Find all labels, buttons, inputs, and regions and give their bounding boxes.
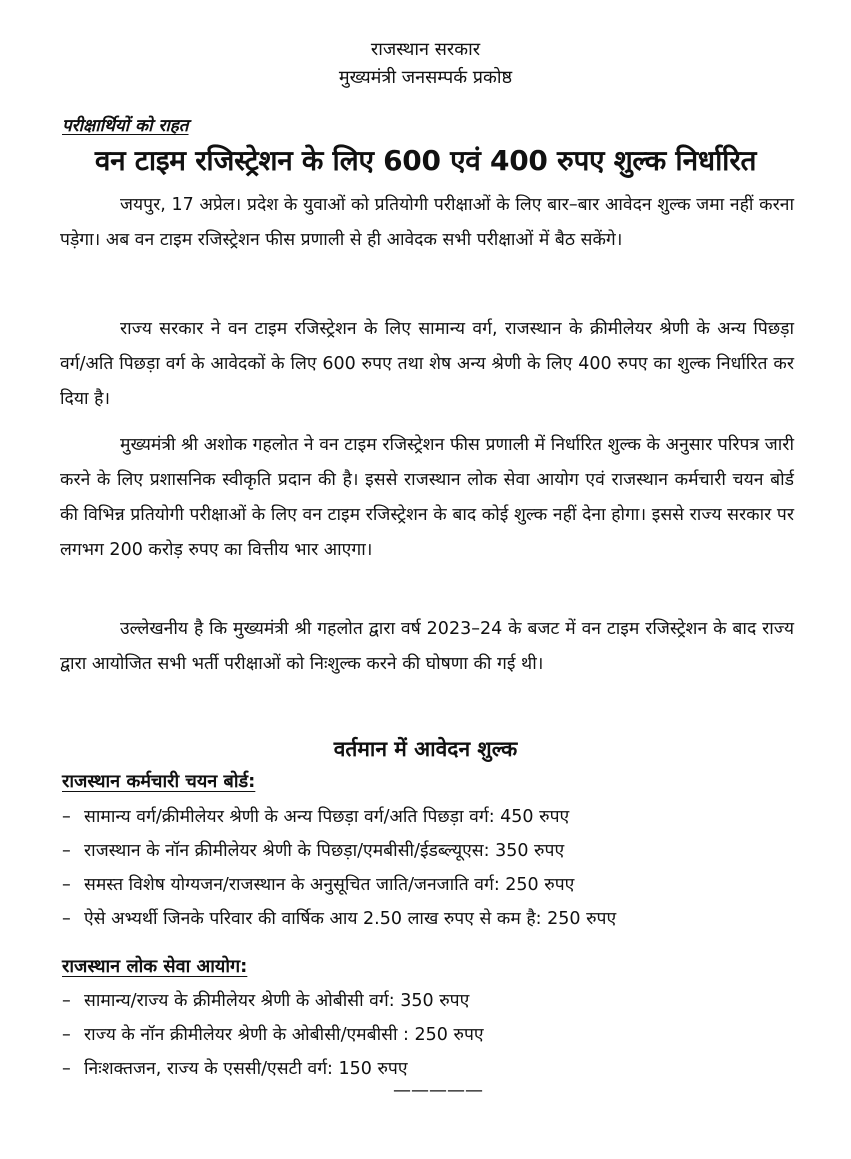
fee-item	[62, 902, 822, 936]
govt-name: राजस्थान सरकार	[370, 39, 481, 60]
fee-text: सामान्य/राज्य के क्रीमीलेयर श्रेणी के ओबीसी वर्ग: 350 रुपए	[84, 991, 470, 1011]
paragraph-4: उल्लेखनीय है कि मुख्यमंत्री श्री गहलोत द्वारा वर्ष 2023–24 के बजट में वन टाइम रजिस्ट्रेशन के बाद राज्य द्वारा आयोजित सभी भर्ती परीक्षाओं को निःशुल्क करने की घोषणा की गई थी।	[60, 619, 794, 674]
fee-text: निःशक्तजन, राज्य के एससी/एसटी वर्ग: 150 रुपए	[84, 1059, 408, 1079]
fees-section-title: वर्तमान में आवेदन शुल्क	[333, 737, 518, 761]
dash-bullet: –	[62, 909, 71, 929]
dash-bullet: –	[62, 841, 71, 861]
paragraph-3: मुख्यमंत्री श्री अशोक गहलोत ने वन टाइम रजिस्ट्रेशन फीस प्रणाली में निर्धारित शुल्क के अनुसार परिपत्र जारी करने के लिए प्रशासनिक स्वीकृति प्रदान की है। इससे राजस्थान लोक सेवा आयोग एवं राजस्थान कर्मचारी चयन बोर्ड की विभिन्न प्रतियोगी परीक्षाओं के लिए वन टाइम रजिस्ट्रेशन के बाद कोई शुल्क नहीं देना होगा। इससे राज्य सरकार पर लगभग 200 करोड़ रुपए का वित्तीय भार आएगा।	[60, 435, 794, 560]
paragraph-1: जयपुर, 17 अप्रेल। प्रदेश के युवाओं को प्रतियोगी परीक्षाओं के लिए बार–बार आवेदन शुल्क जमा नहीं करना पड़ेगा। अब वन टाइम रजिस्ट्रेशन फीस प्रणाली से ही आवेदक सभी परीक्षाओं में बैठ सकेंगे।	[60, 195, 794, 250]
fee-text: राज्य के नॉन क्रीमीलेयर श्रेणी के ओबीसी/एमबीसी : 250 रुपए	[84, 1025, 484, 1045]
paragraph-2: राज्य सरकार ने वन टाइम रजिस्ट्रेशन के लिए सामान्य वर्ग, राजस्थान के क्रीमीलेयर श्रेणी के अन्य पिछड़ा वर्ग/अति पिछड़ा वर्ग के आवेदकों के लिए 600 रुपए तथा शेष अन्य श्रेणी के लिए 400 रुपए का शुल्क निर्धारित कर दिया है।	[60, 319, 794, 409]
fee-text: समस्त विशेष योग्यजन/राजस्थान के अनुसूचित जाति/जनजाति वर्ग: 250 रुपए	[84, 875, 575, 895]
dash-bullet: –	[62, 1025, 71, 1045]
dash-bullet: –	[62, 1059, 71, 1079]
kicker-label: परीक्षार्थियों को राहत	[62, 116, 189, 136]
fee-item	[62, 1018, 822, 1052]
rssb-heading: राजस्थान कर्मचारी चयन बोर्ड:	[62, 771, 256, 792]
fee-text: ऐसे अभ्यर्थी जिनके परिवार की वार्षिक आय 2.50 लाख रुपए से कम है: 250 रुपए	[84, 909, 617, 929]
rssb-fee-list	[62, 800, 822, 936]
fee-item	[62, 834, 822, 868]
department-name: मुख्यमंत्री जनसम्पर्क प्रकोष्ठ	[338, 67, 513, 88]
fee-item	[62, 868, 822, 902]
dash-bullet: –	[62, 991, 71, 1011]
fee-text: सामान्य वर्ग/क्रीमीलेयर श्रेणी के अन्य पिछड़ा वर्ग/अति पिछड़ा वर्ग: 450 रुपए	[84, 807, 570, 827]
fee-item	[62, 800, 822, 834]
end-of-release-mark: —————	[393, 1080, 483, 1101]
dash-bullet: –	[62, 807, 71, 827]
rpsc-heading: राजस्थान लोक सेवा आयोग:	[62, 956, 248, 977]
headline: वन टाइम रजिस्ट्रेशन के लिए 600 एवं 400 रुपए शुल्क निर्धारित	[94, 144, 757, 177]
fee-item	[62, 984, 822, 1018]
fee-text: राजस्थान के नॉन क्रीमीलेयर श्रेणी के पिछड़ा/एमबीसी/ईडब्ल्यूएस: 350 रुपए	[84, 841, 565, 861]
rpsc-fee-list	[62, 984, 822, 1086]
dash-bullet: –	[62, 875, 71, 895]
